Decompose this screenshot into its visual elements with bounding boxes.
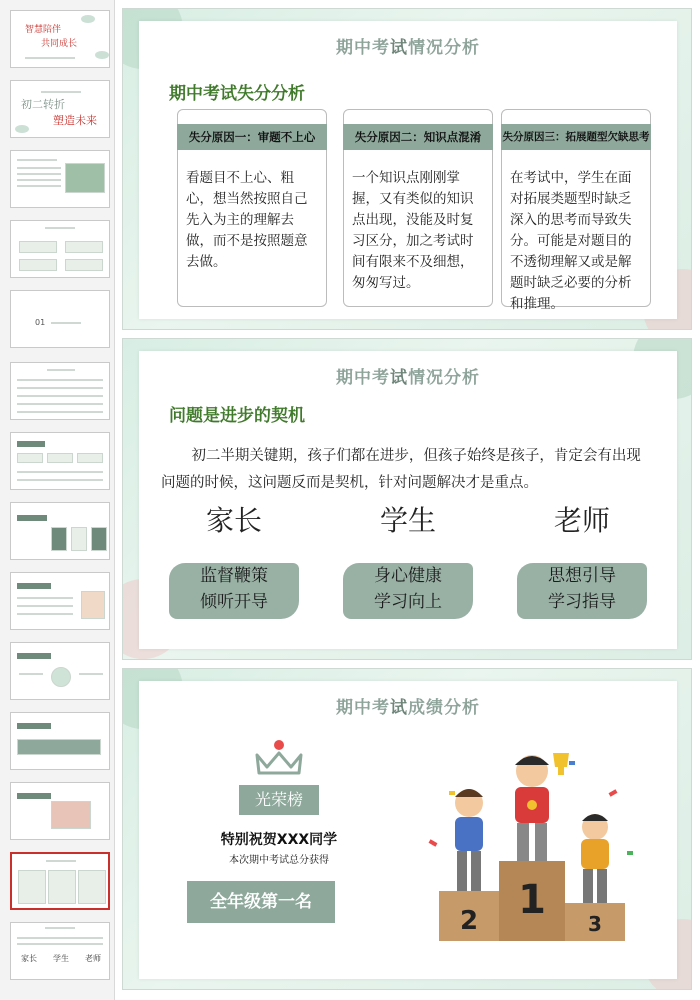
podium-number: 2 bbox=[459, 906, 479, 936]
thumb-title: 01 bbox=[35, 318, 46, 327]
honor-roll-badge: 光荣榜 bbox=[239, 785, 319, 815]
slide-failure-analysis[interactable] bbox=[122, 8, 692, 330]
slide-title: 期中考试成绩分析 bbox=[336, 698, 480, 718]
slide-card bbox=[139, 21, 677, 319]
congrats-subtext: 本次期中考试总分获得 bbox=[229, 855, 329, 866]
slide-card bbox=[139, 681, 677, 979]
slide-thumb-4[interactable] bbox=[10, 220, 110, 278]
slide-thumb-5[interactable] bbox=[10, 290, 110, 348]
slide-score-analysis[interactable] bbox=[122, 668, 692, 990]
slide-thumb-13[interactable] bbox=[10, 852, 110, 910]
slide-thumbnail-panel[interactable] bbox=[0, 0, 115, 1000]
reason-card-3 bbox=[501, 109, 651, 312]
thumb-label: 家长 bbox=[21, 954, 37, 963]
rank-badge: 全年级第一名 bbox=[187, 881, 335, 923]
role-name-parent: 家长 bbox=[205, 504, 262, 537]
congrats-heading: 特别祝贺XXX同学 bbox=[220, 832, 338, 848]
slide-thumb-11[interactable] bbox=[10, 712, 110, 770]
slide-thumb-8[interactable] bbox=[10, 502, 110, 560]
reason-body: 一个知识点刚刚掌握，又有类似的知识点出现，没能及时复习区分，加之考试时间有限来不及细想，匆匆写过。 bbox=[352, 170, 474, 291]
thumb-label: 老师 bbox=[85, 954, 101, 963]
slide-thumb-3[interactable] bbox=[10, 150, 110, 208]
role-name-student: 学生 bbox=[379, 504, 436, 537]
reason-card-1 bbox=[177, 109, 327, 307]
slide-canvas[interactable] bbox=[122, 0, 700, 1000]
thumb-title: 初二转折 bbox=[21, 98, 65, 111]
thumb-title: 智慧陪伴 bbox=[25, 25, 62, 35]
slide-thumb-10[interactable] bbox=[10, 642, 110, 700]
role-duties-teacher: 思想引导 学习指导 bbox=[517, 559, 647, 623]
slide-thumb-6[interactable] bbox=[10, 362, 110, 420]
slide-thumb-2[interactable] bbox=[10, 80, 110, 138]
reason-header: 失分原因一：审题不上心 bbox=[177, 124, 327, 150]
role-name-teacher: 老师 bbox=[553, 504, 610, 537]
crown-icon bbox=[251, 739, 307, 779]
thumb-label: 学生 bbox=[53, 954, 69, 963]
reason-header: 失分原因三：拓展题型欠缺思考 bbox=[501, 124, 651, 150]
body-paragraph: 初二半期关键期，孩子们都在进步，但孩子始终是孩子，肯定会有出现问题的时候，这问题反而是契机，针对问题解决才是重点。 bbox=[161, 448, 641, 491]
slide-title: 期中考试情况分析 bbox=[336, 38, 480, 58]
role-duties-parent: 监督鞭策 倾听开导 bbox=[169, 559, 299, 623]
slide-title: 期中考试情况分析 bbox=[336, 368, 480, 388]
reason-header: 失分原因二：知识点混淆 bbox=[343, 124, 493, 150]
slide-problem-opportunity[interactable] bbox=[122, 338, 692, 660]
slide-thumb-9[interactable] bbox=[10, 572, 110, 630]
podium-number: 3 bbox=[588, 912, 602, 936]
section-subtitle: 问题是进步的契机 bbox=[169, 406, 305, 426]
thumb-title: 共同成长 bbox=[41, 39, 78, 49]
slide-thumb-1[interactable] bbox=[10, 10, 110, 68]
slide-card bbox=[139, 351, 677, 649]
thumb-title: 塑造未来 bbox=[53, 114, 97, 127]
reason-card-2 bbox=[343, 109, 493, 307]
slide-thumb-14[interactable] bbox=[10, 922, 110, 980]
role-duties-student: 身心健康 学习向上 bbox=[343, 559, 473, 623]
podium-number: 1 bbox=[518, 877, 546, 923]
slide-thumb-7[interactable] bbox=[10, 432, 110, 490]
slide-thumb-12[interactable] bbox=[10, 782, 110, 840]
winners-podium-illustration bbox=[419, 731, 649, 971]
reason-body: 看题目不上心、粗心，想当然按照自己先入为主的理解去做，而不是按照题意去做。 bbox=[186, 170, 308, 270]
section-subtitle: 期中考试失分分析 bbox=[169, 84, 305, 104]
reason-body: 在考试中，学生在面对拓展类题型时缺乏深入的思考而导致失分。可能是对题目的不透彻理解又或是解题时缺乏必要的分析和推理。 bbox=[510, 170, 632, 312]
